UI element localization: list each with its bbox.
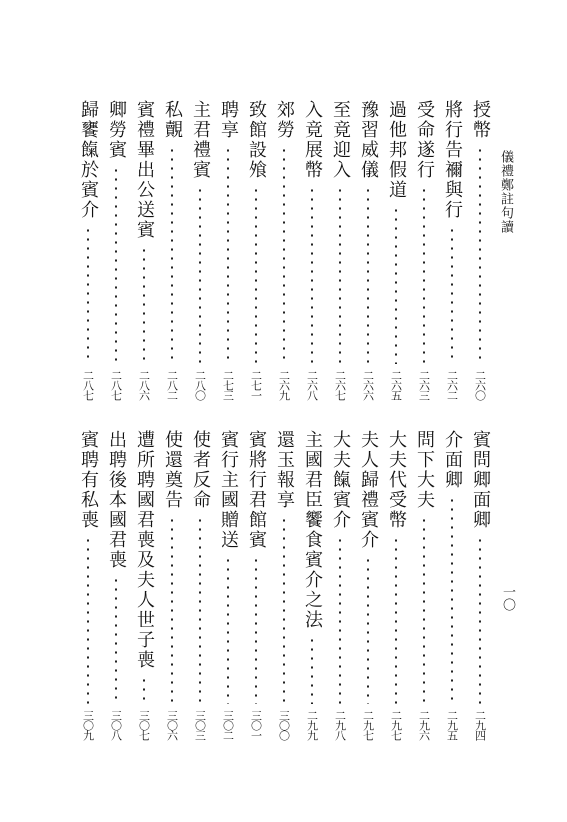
toc-entry-title: 授幣 xyxy=(470,100,491,140)
toc-entry-page: 二九九 xyxy=(305,710,319,740)
toc-entry-page: 三〇〇 xyxy=(277,710,291,740)
toc-entry-title: 過他邦假道 xyxy=(386,100,407,200)
dot-leader xyxy=(87,536,89,704)
toc-entry xyxy=(74,100,102,400)
dot-leader xyxy=(367,186,369,364)
toc-entry-page: 三〇二 xyxy=(221,710,235,740)
dot-leader xyxy=(451,496,453,704)
toc-entry-title: 賓問卿面卿 xyxy=(470,430,491,530)
toc-entry-page: 二六九 xyxy=(277,370,291,400)
dot-leader xyxy=(255,186,257,364)
dot-leader xyxy=(283,146,285,364)
toc-entry-page: 二六八 xyxy=(305,370,319,400)
toc-entry-page: 二九六 xyxy=(417,710,431,740)
toc-entry-page: 二六三 xyxy=(417,370,431,400)
page-number: 一〇 xyxy=(500,585,515,611)
toc-entry-title: 歸饔餼於賓介 xyxy=(78,100,99,220)
toc-entry-title: 夫人歸禮賓介 xyxy=(358,430,379,550)
toc-entry-page: 二八二 xyxy=(165,370,179,400)
toc-entry xyxy=(298,430,326,740)
toc-entry xyxy=(214,100,242,400)
toc-entry xyxy=(130,430,158,740)
toc-entry xyxy=(466,100,494,400)
dot-leader xyxy=(423,186,425,364)
toc-entry-title: 將行告禰與行 xyxy=(442,100,463,220)
dot-leader xyxy=(199,186,201,364)
toc-entry xyxy=(326,430,354,740)
toc-entry xyxy=(354,100,382,400)
dot-leader xyxy=(199,516,201,704)
toc-entry-title: 賓禮畢出公送賓 xyxy=(134,100,155,240)
toc-entry xyxy=(214,430,242,740)
dot-leader xyxy=(227,556,229,704)
toc-entry-page: 二六〇 xyxy=(473,370,487,400)
toc-entry-title: 介面卿 xyxy=(442,430,463,490)
toc-entry-title: 主國君臣饗食賓介之法 xyxy=(302,430,323,630)
toc-entry-title: 大夫餼賓介 xyxy=(330,430,351,530)
dot-leader xyxy=(227,146,229,364)
dot-leader xyxy=(311,636,313,704)
dot-leader xyxy=(479,146,481,364)
dot-leader xyxy=(283,516,285,704)
toc-entry-title: 卿勞賓 xyxy=(106,100,127,160)
toc-entry-title: 郊勞 xyxy=(274,100,295,140)
toc-entry-title: 賓行主國贈送 xyxy=(218,430,239,550)
dot-leader xyxy=(87,226,89,364)
toc-entry xyxy=(74,430,102,740)
toc-entry xyxy=(158,100,186,400)
toc-entry-title: 至竟迎入 xyxy=(330,100,351,180)
toc-entry-title: 豫習威儀 xyxy=(358,100,379,180)
toc-entry-page: 二八七 xyxy=(109,370,123,400)
toc-entry xyxy=(242,430,270,740)
toc-entry-page: 二六六 xyxy=(361,370,375,400)
toc-entry-page: 三〇三 xyxy=(193,710,207,740)
dot-leader xyxy=(115,166,117,364)
toc-entry xyxy=(382,430,410,740)
toc-entry-title: 問下大夫 xyxy=(414,430,435,510)
toc-entry-page: 二七三 xyxy=(221,370,235,400)
toc-entry xyxy=(438,430,466,740)
toc-entry-page: 三〇一 xyxy=(249,710,263,740)
toc-entry-page: 二八七 xyxy=(81,370,95,400)
toc-entry-page: 二七一 xyxy=(249,370,263,400)
toc-entry xyxy=(354,430,382,740)
toc-entry-page: 二八六 xyxy=(137,370,151,400)
dot-leader xyxy=(479,536,481,704)
toc-entry xyxy=(382,100,410,400)
toc-entry-title: 受命遂行 xyxy=(414,100,435,180)
dot-leader xyxy=(395,536,397,704)
toc-entry-title: 私覿 xyxy=(162,100,183,140)
toc-entry-page: 二八〇 xyxy=(193,370,207,400)
toc-entry-title: 賓將行君館賓 xyxy=(246,430,267,550)
toc-entry-title: 主君禮賓 xyxy=(190,100,211,180)
dot-leader xyxy=(255,556,257,704)
toc-entry xyxy=(270,100,298,400)
dot-leader xyxy=(143,246,145,364)
toc-entry-title: 出聘後本國君喪 xyxy=(106,430,127,570)
dot-leader xyxy=(339,186,341,364)
toc-entry xyxy=(158,430,186,740)
toc-entry-page: 二九五 xyxy=(445,710,459,740)
toc-entry-page: 二六五 xyxy=(389,370,403,400)
toc-entry-page: 二九七 xyxy=(361,710,375,740)
toc-entry-page: 二六七 xyxy=(333,370,347,400)
dot-leader xyxy=(311,186,313,364)
toc-entry xyxy=(410,100,438,400)
toc-entry-title: 大夫代受幣 xyxy=(386,430,407,530)
dot-leader xyxy=(451,226,453,364)
toc-entry xyxy=(326,100,354,400)
dot-leader xyxy=(395,206,397,364)
toc-entry-page: 二九四 xyxy=(473,710,487,740)
toc-entry-page: 二九七 xyxy=(389,710,403,740)
toc-entry xyxy=(186,100,214,400)
toc-entry xyxy=(466,430,494,740)
toc-entry xyxy=(130,100,158,400)
toc-entry xyxy=(242,100,270,400)
toc-entry-title: 入竟展幣 xyxy=(302,100,323,180)
toc-entry-title: 賓聘有私喪 xyxy=(78,430,99,530)
toc-entry xyxy=(102,430,130,740)
dot-leader xyxy=(115,576,117,704)
toc-entry-title: 使還奠告 xyxy=(162,430,183,510)
toc-entry-page: 三〇八 xyxy=(109,710,123,740)
toc-entry xyxy=(102,100,130,400)
toc-entry xyxy=(270,430,298,740)
dot-leader xyxy=(171,146,173,364)
dot-leader xyxy=(171,516,173,704)
dot-leader xyxy=(423,516,425,704)
toc-entry-title: 致館設飧 xyxy=(246,100,267,180)
toc-entry xyxy=(438,100,466,400)
toc-entry xyxy=(410,430,438,740)
toc-entry-page: 二九八 xyxy=(333,710,347,740)
toc-entry-title: 還玉報享 xyxy=(274,430,295,510)
toc-entry-page: 三〇九 xyxy=(81,710,95,740)
dot-leader xyxy=(143,676,145,704)
toc-entry xyxy=(186,430,214,740)
toc-entry-page: 二六二 xyxy=(445,370,459,400)
toc-entry-page: 三〇六 xyxy=(165,710,179,740)
toc-entry-title: 聘享 xyxy=(218,100,239,140)
dot-leader xyxy=(367,556,369,704)
toc-entry-page: 三〇七 xyxy=(137,710,151,740)
page-header-title: 儀禮鄭註句讀 xyxy=(498,150,513,234)
dot-leader xyxy=(339,536,341,704)
toc-entry-title: 遭所聘國君喪及夫人世子喪 xyxy=(134,430,155,670)
toc-entry-title: 使者反命 xyxy=(190,430,211,510)
toc-entry xyxy=(298,100,326,400)
